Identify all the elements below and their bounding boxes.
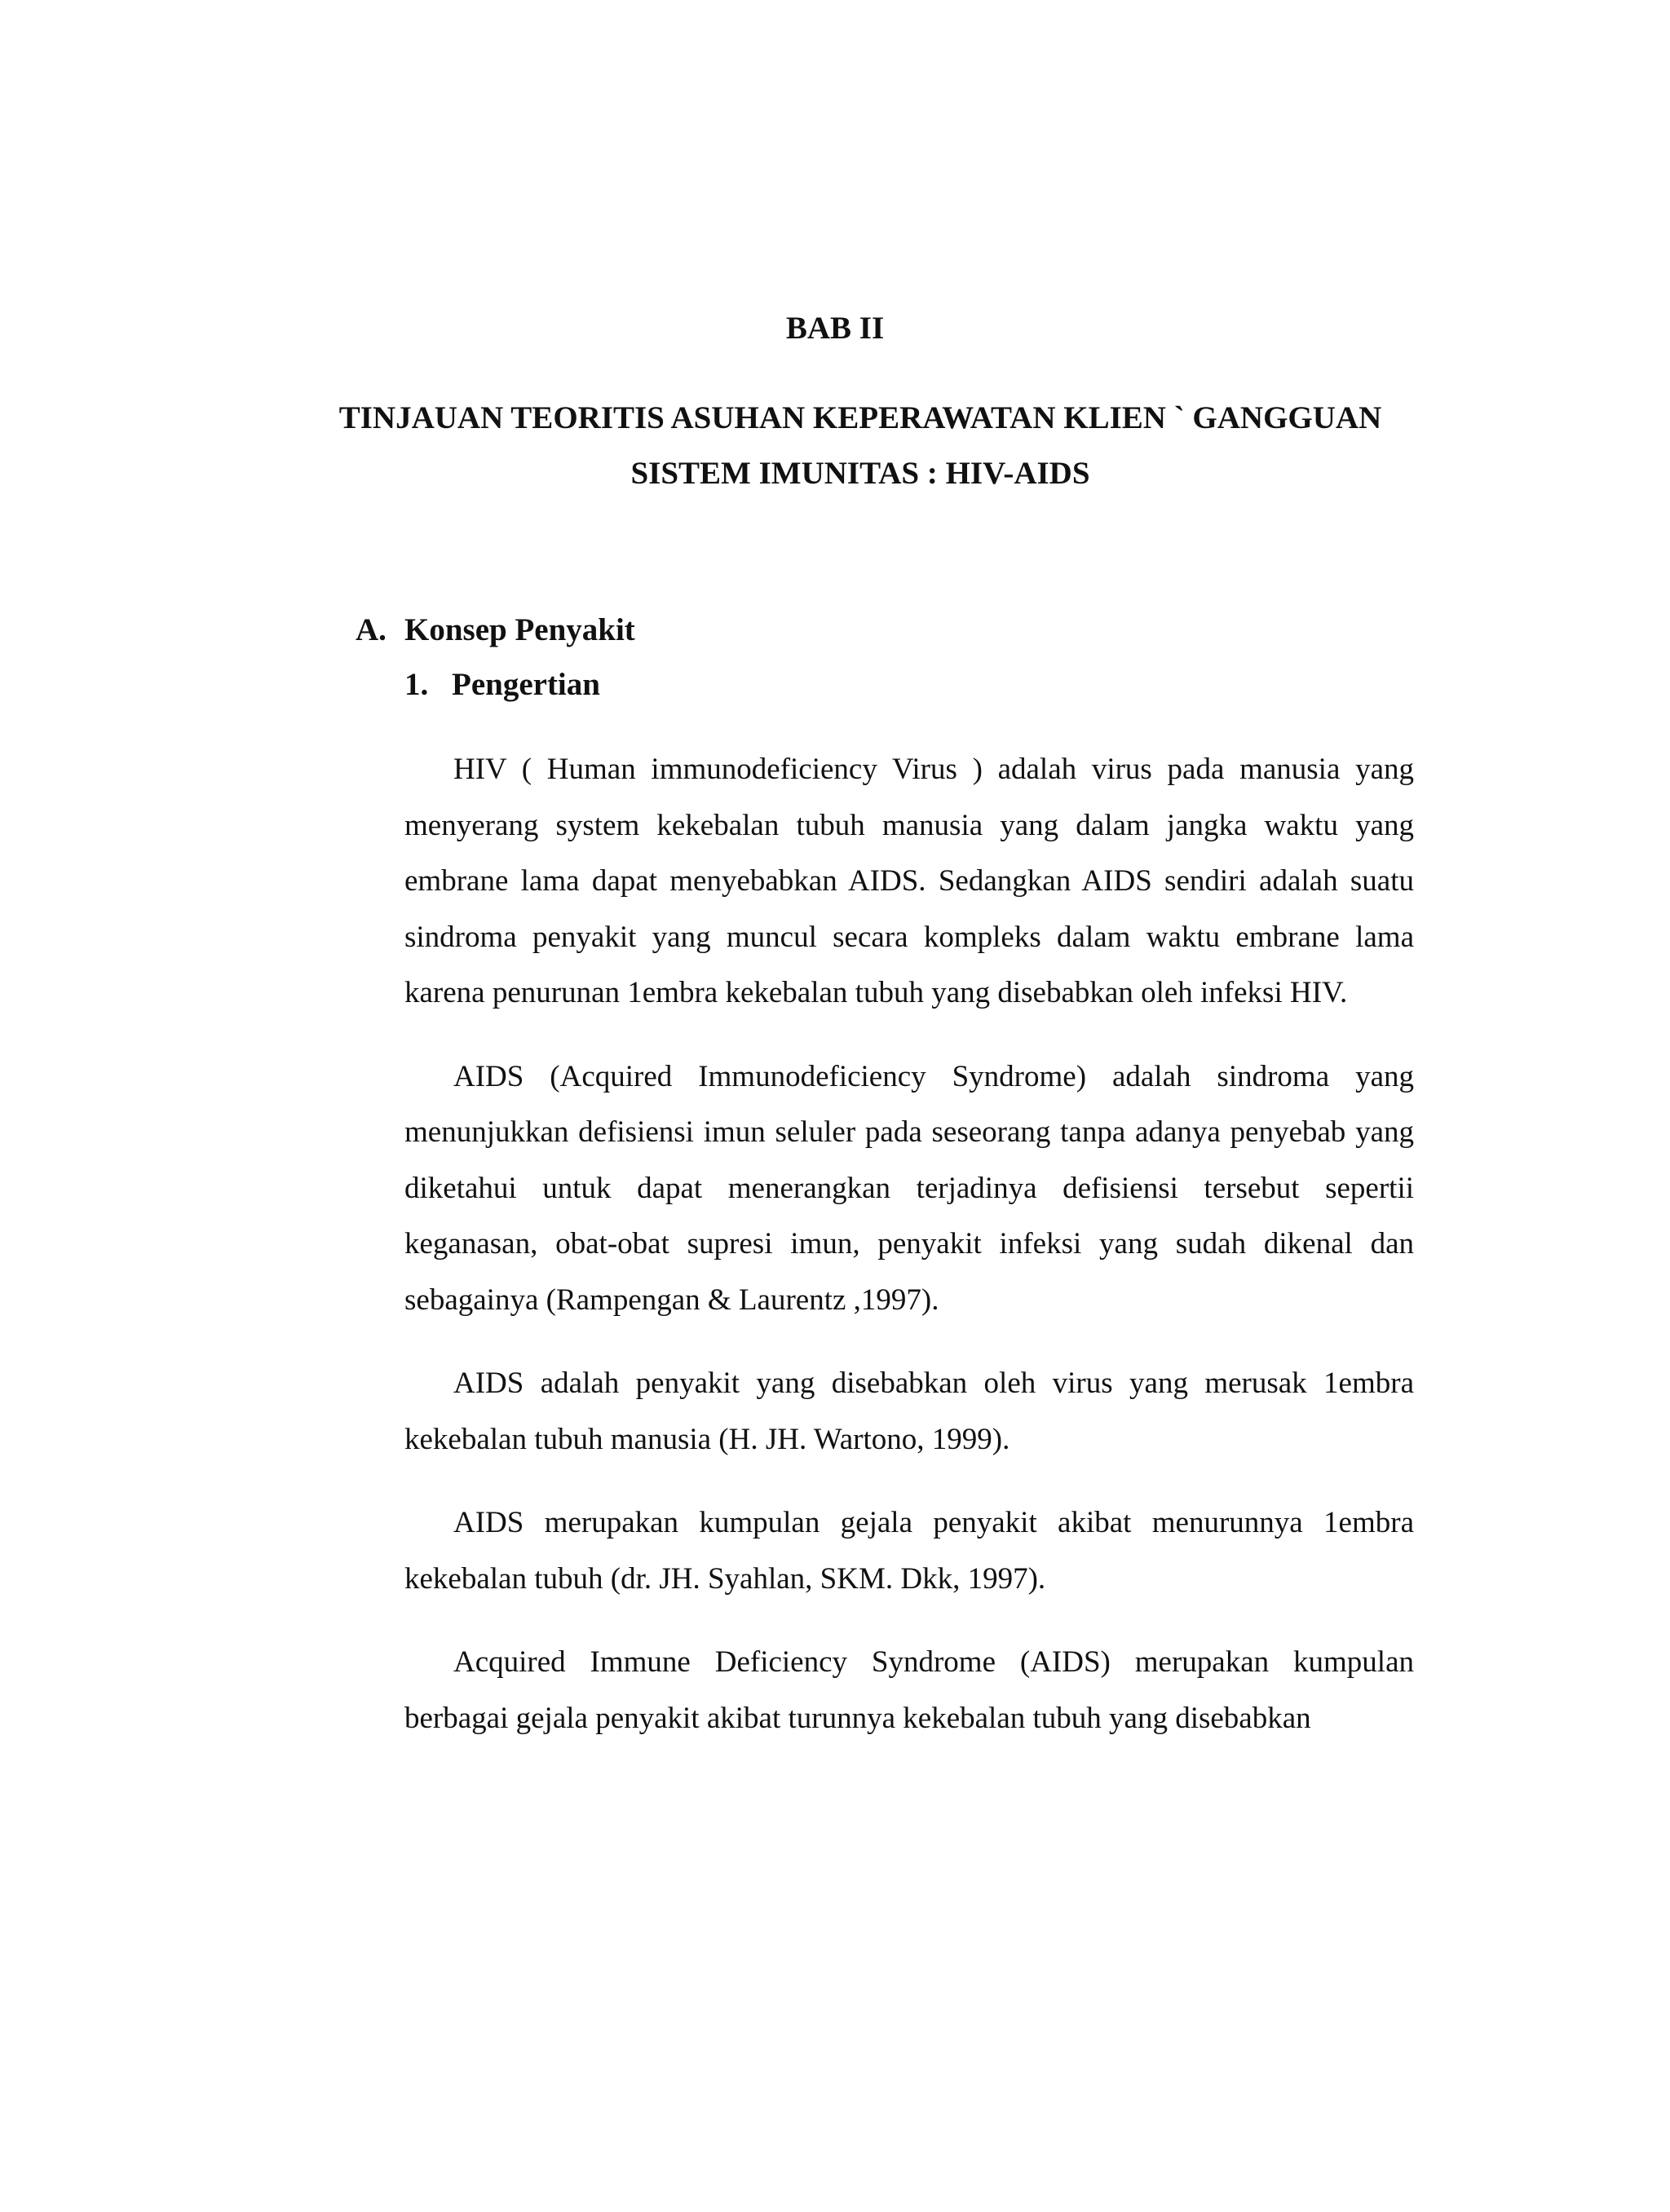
section-marker: A. xyxy=(356,612,387,647)
chapter-heading: BAB II xyxy=(785,311,885,346)
subsection-label: Pengertian xyxy=(452,667,600,702)
paragraph-aids-wartono: AIDS adalah penyakit yang disebabkan oleh virus yang merusak 1embra kekebalan tubuh manusia (H. JH. Wartono, 1999). xyxy=(404,1366,1414,1456)
subsection-heading xyxy=(404,664,600,705)
section-label: Konsep Penyakit xyxy=(404,612,635,647)
paragraph-aids-acquired: Acquired Immune Deficiency Syndrome (AIDS) merupakan kumpulan berbagai gejala penyakit akibat turunnya kekebalan tubuh yang disebabkan xyxy=(404,1645,1414,1735)
paragraph-aids-definition: AIDS (Acquired Immunodeficiency Syndrome) adalah sindroma yang menunjukkan defisiensi imun seluler pada seseorang tanpa adanya penyebab yang diketahui untuk dapat menerangkan terjadinya defisiensi tersebut sepertii keganasan, obat-obat supresi imun, penyakit infeksi yang sudah dikenal dan sebagainya (Rampengan & Laurentz ,1997). xyxy=(404,1059,1414,1317)
section-heading xyxy=(356,610,635,651)
body-text xyxy=(404,742,1414,1774)
chapter-title: TINJAUAN TEORITIS ASUHAN KEPERAWATAN KLIEN ` GANGGUAN SISTEM IMUNITAS : HIV-AIDS xyxy=(338,400,1382,491)
subsection-marker: 1. xyxy=(404,667,429,702)
paragraph-hiv-definition: HIV ( Human immunodeficiency Virus ) adalah virus pada manusia yang menyerang system kekebalan tubuh manusia yang dalam jangka waktu yang embrane lama dapat menyebabkan AIDS. Sedangkan AIDS sendiri adalah suatu sindroma penyakit yang muncul secara kompleks dalam waktu embrane lama karena penurunan 1embra kekebalan tubuh yang disebabkan oleh infeksi HIV. xyxy=(404,753,1414,1009)
paragraph-aids-syahlan: AIDS merupakan kumpulan gejala penyakit akibat menurunnya 1embra kekebalan tubuh (dr. JH. Syahlan, SKM. Dkk, 1997). xyxy=(404,1506,1414,1596)
